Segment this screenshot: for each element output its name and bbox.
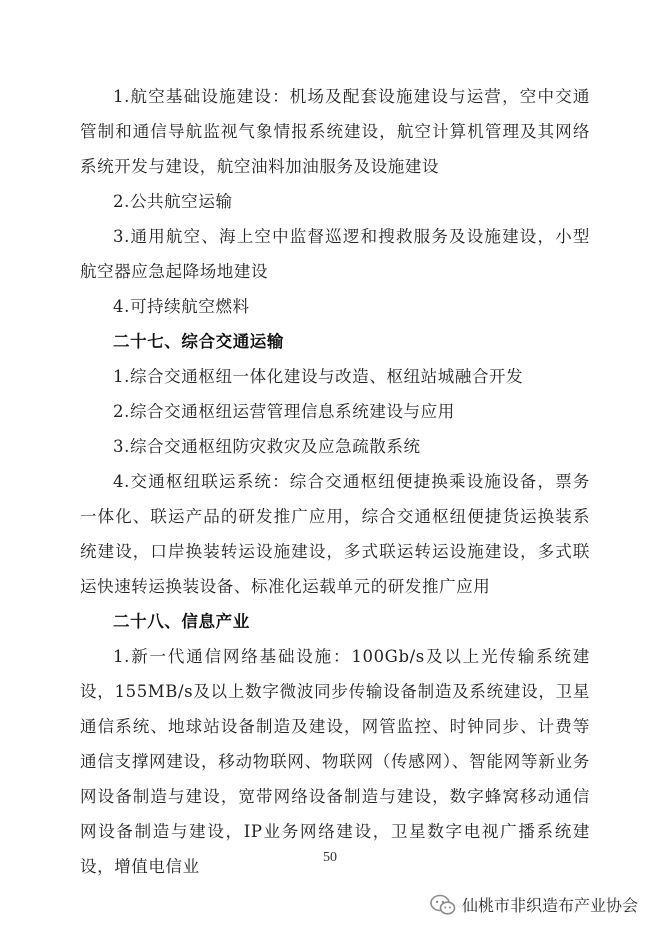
paragraph-general-aviation: 3.通用航空、海上空中监督巡逻和搜救服务及设施建设，小型航空器应急起降场地建设 bbox=[80, 227, 590, 281]
watermark bbox=[430, 893, 638, 916]
section-heading-information-industry: 二十八、信息产业 bbox=[113, 612, 250, 631]
page-number: 50 bbox=[323, 850, 337, 865]
paragraph-hub-disaster-prevention: 3.综合交通枢纽防灾救灾及应急疏散系统 bbox=[113, 437, 421, 456]
paragraph-sustainable-aviation-fuel: 4.可持续航空燃料 bbox=[113, 297, 250, 316]
paragraph-public-air-transport: 2.公共航空运输 bbox=[113, 192, 233, 211]
paragraph-communication-infrastructure: 1.新一代通信网络基础设施：100Gb/s及以上光传输系统建设，155MB/s及以上数字微波同步传输设备制造及系统建设，卫星通信系统、地球站设备制造及建设，网管监控、时钟同步、计费等通信支撑网建设，移动物联网、物联网（传感网）、智能网等新业务网设备制造与建设，宽带网络设备制造与建设，数字蜂窝移动通信网设备制造与建设，IP业务网络建设，卫星数字电视广播系统建设，增值电信业 bbox=[80, 647, 590, 876]
paragraph-hub-integration: 1.综合交通枢纽一体化建设与改造、枢纽站城融合开发 bbox=[113, 367, 524, 386]
section-heading-integrated-transport: 二十七、综合交通运输 bbox=[113, 332, 284, 351]
watermark-text: 仙桃市非织造布产业协会 bbox=[461, 896, 638, 915]
paragraph-aviation-infrastructure: 1.航空基础设施建设：机场及配套设施建设与运营，空中交通管制和通信导航监视气象情报系统建设，航空计算机管理及其网络系统开发与建设，航空油料加油服务及设施建设 bbox=[80, 87, 590, 176]
document-body bbox=[80, 79, 590, 884]
wechat-icon bbox=[430, 894, 456, 916]
paragraph-hub-management-system: 2.综合交通枢纽运营管理信息系统建设与应用 bbox=[113, 402, 455, 421]
paragraph-hub-multimodal-system: 4.交通枢纽联运系统：综合交通枢纽便捷换乘设施设备，票务一体化、联运产品的研发推广应用，综合交通枢纽便捷货运换装系统建设，口岸换装转运设施建设，多式联运转运设施建设，多式联运快速转运换装设备、标准化运载单元的研发推广应用 bbox=[80, 472, 590, 596]
